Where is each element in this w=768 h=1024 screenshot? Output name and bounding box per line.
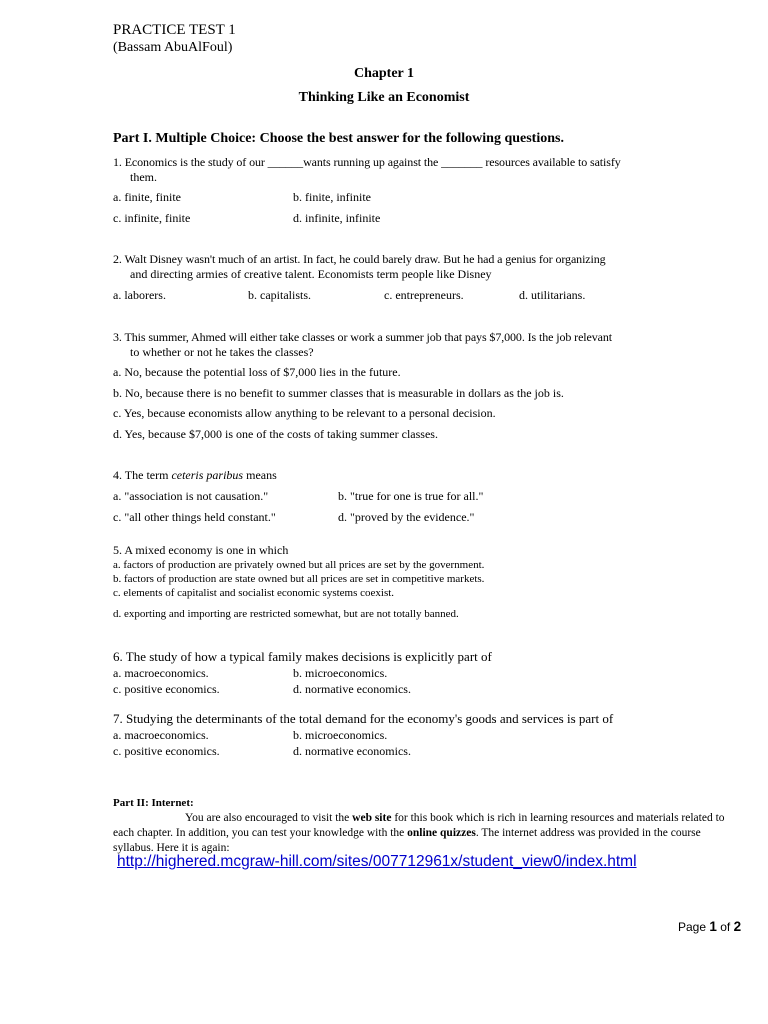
q1-stem-line2: them. xyxy=(130,170,157,184)
q7-option-c: c. positive economics. xyxy=(113,744,220,758)
web-site-term: web site xyxy=(352,812,392,824)
q4-stem xyxy=(113,468,277,483)
q1-option-a: a. finite, finite xyxy=(113,190,181,204)
q7-option-a: a. macroeconomics. xyxy=(113,728,209,742)
part1-heading: Part I. Multiple Choice: Choose the best answer for the following questions. xyxy=(113,131,564,146)
part2-text-3: . The internet address was provided in the course syllabus. Here it is again: xyxy=(113,827,701,854)
document-title: PRACTICE TEST 1 xyxy=(113,22,236,38)
author-name: (Bassam AbuAlFoul) xyxy=(113,40,233,55)
q6-option-d: d. normative economics. xyxy=(293,682,411,696)
page-indicator xyxy=(678,919,741,934)
q4-stem-suffix: means xyxy=(243,468,277,482)
q1-option-c: c. infinite, finite xyxy=(113,211,191,225)
online-quizzes-term: online quizzes xyxy=(407,827,476,839)
q4-option-b: b. "true for one is true for all." xyxy=(338,489,484,503)
page-label: Page xyxy=(678,920,710,934)
course-url-link[interactable]: http://highered.mcgraw-hill.com/sites/007712961x/student_view0/index.html xyxy=(117,853,637,870)
q6-option-b: b. microeconomics. xyxy=(293,666,388,680)
q6-option-c: c. positive economics. xyxy=(113,682,220,696)
of-label: of xyxy=(716,920,734,934)
q4-stem-term: ceteris paribus xyxy=(171,468,244,482)
q4-option-a: a. "association is not causation." xyxy=(113,489,269,503)
q5-option-d: d. exporting and importing are restricted somewhat, but are not totally banned. xyxy=(113,608,459,620)
q2-option-d: d. utilitarians. xyxy=(519,288,586,302)
q5-option-c: c. elements of capitalist and socialist economic systems coexist. xyxy=(113,587,395,599)
q4-option-d: d. "proved by the evidence." xyxy=(338,510,475,524)
q7-option-b: b. microeconomics. xyxy=(293,728,388,742)
part2-text-2: for this book which is rich in learning resources and materials related to each chapter. In addition, you can test your knowledge with the xyxy=(113,812,725,839)
q5-option-b: b. factors of production are state owned but all prices are set in competitive markets. xyxy=(113,573,485,585)
q5-stem: 5. A mixed economy is one in which xyxy=(113,543,289,557)
q3-option-d: d. Yes, because $7,000 is one of the costs of taking summer classes. xyxy=(113,427,438,441)
q3-stem-line2: to whether or not he takes the classes? xyxy=(130,345,314,359)
chapter-title: Thinking Like an Economist xyxy=(298,90,470,105)
q4-option-c: c. "all other things held constant." xyxy=(113,510,276,524)
q6-stem: 6. The study of how a typical family makes decisions is explicitly part of xyxy=(113,649,492,664)
q3-option-c: c. Yes, because economists allow anything to be relevant to a personal decision. xyxy=(113,406,496,420)
q2-stem-line2: and directing armies of creative talent. Economists term people like Disney xyxy=(130,267,492,281)
q2-option-b: b. capitalists. xyxy=(248,288,311,302)
part2-text-1: You are also encouraged to visit the xyxy=(185,812,353,824)
q1-stem-line1: 1. Economics is the study of our ______wants running up against the _______ resources available to satisfy xyxy=(113,155,621,169)
q3-option-b: b. No, because there is no benefit to summer classes that is measurable in dollars as the job is. xyxy=(113,386,564,400)
part2-paragraph xyxy=(113,811,743,856)
page-total: 2 xyxy=(733,919,742,934)
q7-option-d: d. normative economics. xyxy=(293,744,411,758)
q2-option-a: a. laborers. xyxy=(113,288,166,302)
q5-option-a: a. factors of production are privately owned but all prices are set by the government. xyxy=(113,559,485,571)
q6-option-a: a. macroeconomics. xyxy=(113,666,209,680)
q2-option-c: c. entrepreneurs. xyxy=(384,288,464,302)
q1-option-d: d. infinite, infinite xyxy=(293,211,381,225)
q1-option-b: b. finite, infinite xyxy=(293,190,371,204)
part2-heading: Part II: Internet: xyxy=(113,797,194,809)
chapter-number: Chapter 1 xyxy=(353,66,415,81)
page-number: 1 xyxy=(709,919,717,934)
q2-stem-line1: 2. Walt Disney wasn't much of an artist. In fact, he could barely draw. But he had a genius for organizing xyxy=(113,252,606,266)
q3-stem-line1: 3. This summer, Ahmed will either take classes or work a summer job that pays $7,000. Is the job relevant xyxy=(113,330,613,344)
q7-stem: 7. Studying the determinants of the total demand for the economy's goods and services is part of xyxy=(113,711,614,726)
q4-stem-prefix: 4. The term xyxy=(113,468,172,482)
q3-option-a: a. No, because the potential loss of $7,000 lies in the future. xyxy=(113,365,401,379)
